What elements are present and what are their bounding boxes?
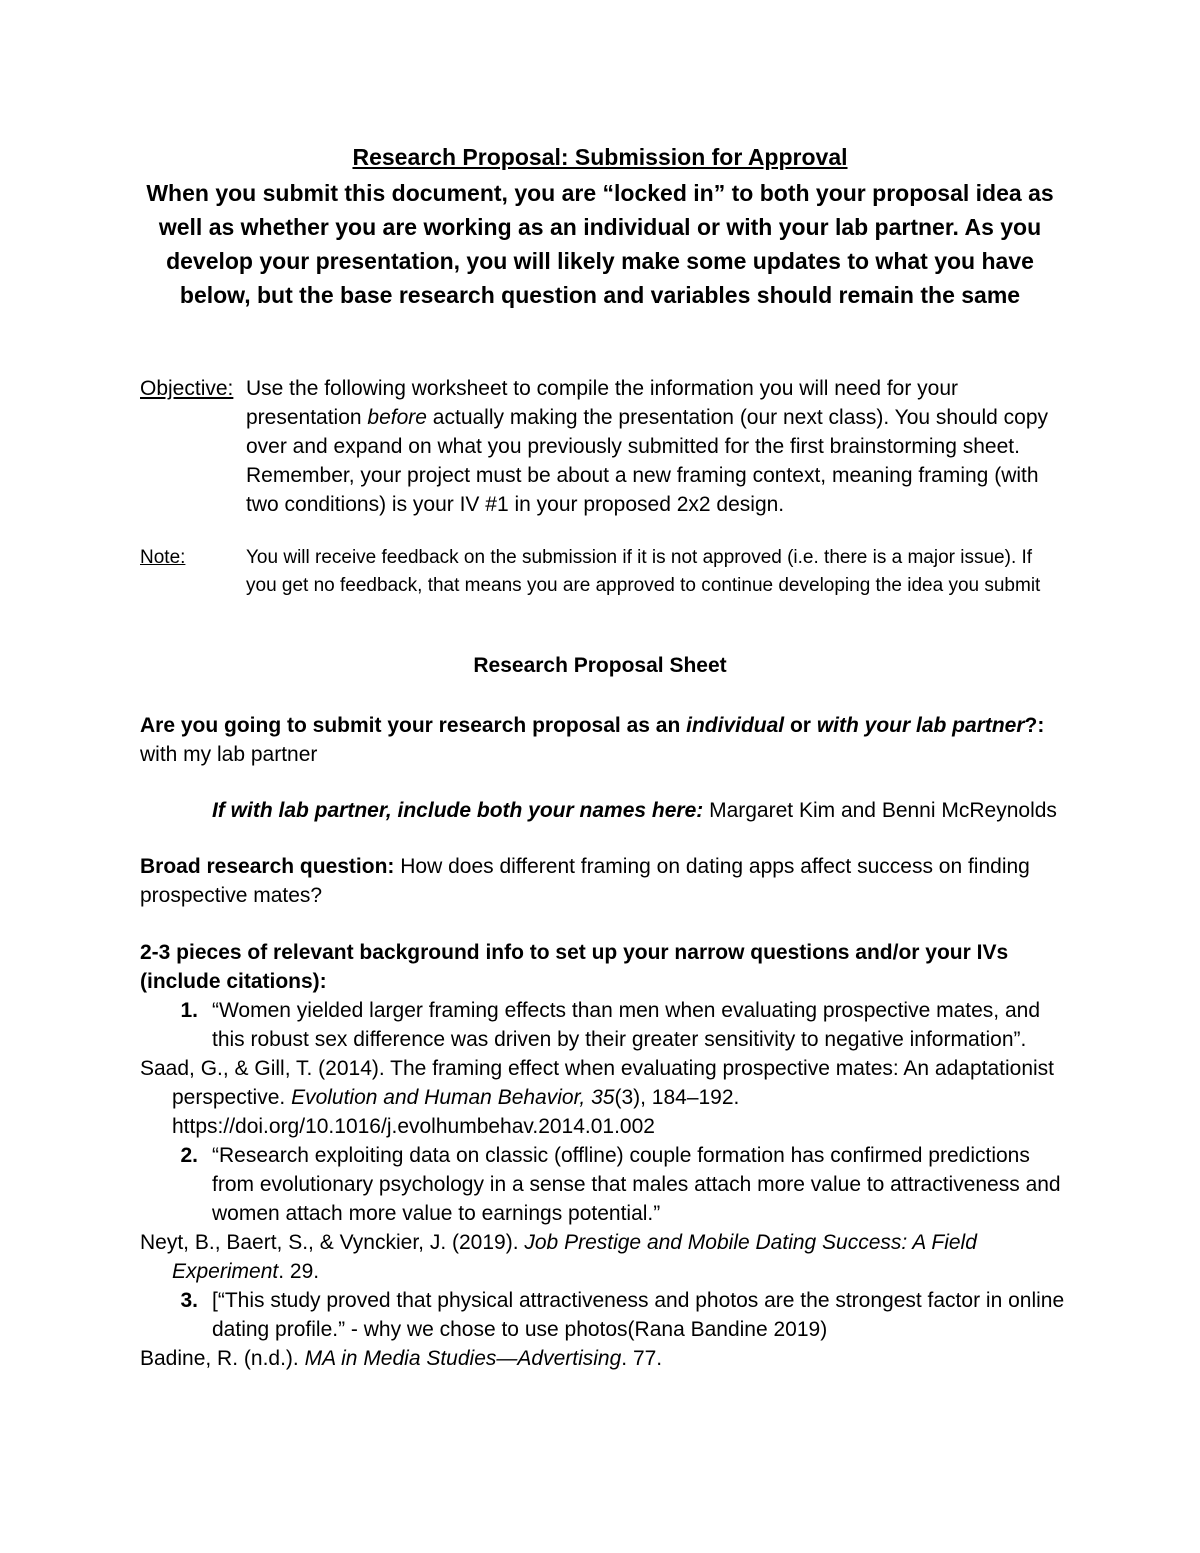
question-answer: Margaret Kim and Benni McReynolds — [703, 799, 1057, 822]
question-broad-research — [140, 852, 1065, 910]
citation: Badine, R. (n.d.). MA in Media Studies—Advertising. 77. — [140, 1347, 663, 1370]
citation: Neyt, B., Baert, S., & Vynckier, J. (2019). Job Prestige and Mobile Dating Success: A Field Experiment. 29. — [140, 1231, 977, 1283]
quote-text: “Women yielded larger framing effects than men when evaluating prospective mates, and this robust sex difference was driven by their greater sensitivity to negative information”. — [212, 999, 1041, 1051]
objective-label: Objective: — [140, 377, 234, 400]
list-number: 1. — [180, 999, 198, 1022]
list-number: 3. — [180, 1289, 198, 1312]
background-section — [140, 938, 1065, 1373]
objective-text: Use the following worksheet to compile the information you will need for your presentation before actually making the presentation (our next class). You should copy over and expand on what you previously submitted for the first brainstorming sheet. Remember, your project must be about a new framing context, meaning framing (with two conditions) is your IV #1 in your proposed 2x2 design. — [246, 377, 1048, 516]
note-label: Note: — [140, 547, 186, 568]
intro-paragraph: When you submit this document, you are “locked in” to both your proposal idea as well as whether you are working as an individual or with your lab partner. As you develop your presentation, you will likely make some updates to what you have below, but the base research question and variables should remain the same — [146, 180, 1054, 308]
question-submission-type — [140, 711, 1065, 769]
list-item — [140, 1286, 1065, 1373]
sheet-title: Research Proposal Sheet — [473, 654, 727, 677]
citation: Saad, G., & Gill, T. (2014). The framing effect when evaluating prospective mates: An adaptationist perspective. Evolution and Human Behavior, 35(3), 184–192. https://doi.org/10.1016/j.evolhumbehav.2014.01.002 — [140, 1057, 1055, 1138]
list-number: 2. — [180, 1144, 198, 1167]
list-item — [140, 1141, 1065, 1286]
question-prompt: Are you going to submit your research proposal as an individual or with your lab partner?: — [140, 714, 1045, 737]
question-names — [212, 796, 1072, 825]
document-title: Research Proposal: Submission for Approval — [352, 144, 848, 170]
question-prompt: Broad research question: — [140, 855, 395, 878]
question-answer: How does different framing on dating apps affect success on finding prospective mates? — [140, 855, 1030, 907]
quote-text: [“This study proved that physical attractiveness and photos are the strongest factor in online dating profile.” - why we chose to use photos(Rana Bandine 2019) — [212, 1289, 1065, 1341]
list-item — [140, 996, 1065, 1141]
question-prompt: If with lab partner, include both your names here: — [212, 799, 704, 822]
note-section — [140, 544, 1065, 600]
quote-text: “Research exploiting data on classic (offline) couple formation has confirmed predictions from evolutionary psychology in a sense that males attach more value to attractiveness and women attach more value to earnings potential.” — [212, 1144, 1061, 1225]
question-answer: with my lab partner — [140, 743, 318, 766]
note-text: You will receive feedback on the submission if it is not approved (i.e. there is a major issue). If you get no feedback, that means you are approved to continue developing the idea you submit — [246, 547, 1041, 596]
background-list — [140, 996, 1065, 1373]
objective-section — [140, 374, 1065, 519]
background-prompt: 2-3 pieces of relevant background info to set up your narrow questions and/or your IVs (include citations): — [140, 941, 1009, 993]
